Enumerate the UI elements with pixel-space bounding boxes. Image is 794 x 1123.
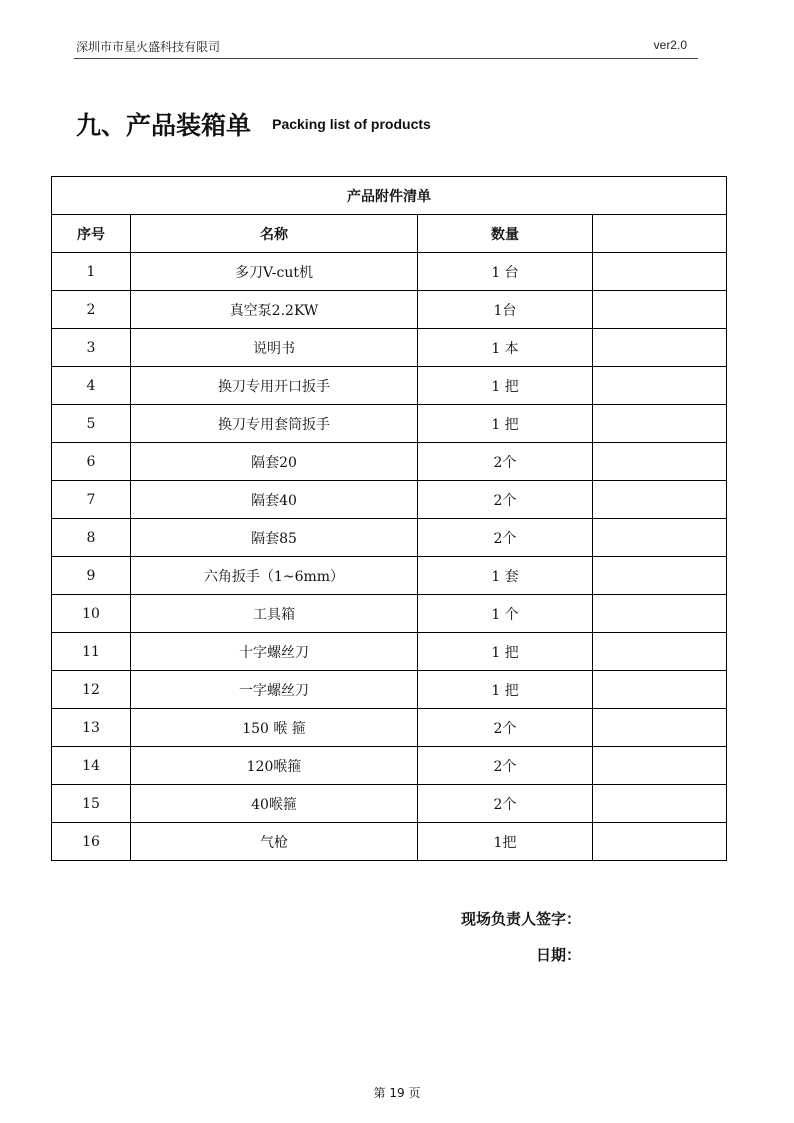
cell-name: 多刀V-cut机 (131, 253, 418, 291)
table-row (52, 405, 727, 443)
cell-quantity: 2个 (418, 709, 593, 747)
date-label: 日期： (535, 946, 581, 964)
cell-name: 换刀专用套筒扳手 (131, 405, 418, 443)
cell-extra (593, 785, 727, 823)
cell-quantity: 1台 (418, 291, 593, 329)
cell-index: 7 (52, 481, 131, 519)
table-row (52, 747, 727, 785)
cell-quantity: 2个 (418, 785, 593, 823)
table-row (52, 519, 727, 557)
cell-quantity: 2个 (418, 747, 593, 785)
table-row (52, 253, 727, 291)
cell-index: 6 (52, 443, 131, 481)
cell-quantity: 1 本 (418, 329, 593, 367)
cell-index: 16 (52, 823, 131, 861)
cell-index: 2 (52, 291, 131, 329)
table-row (52, 785, 727, 823)
cell-extra (593, 291, 727, 329)
cell-extra (593, 367, 727, 405)
cell-extra (593, 253, 727, 291)
cell-index: 14 (52, 747, 131, 785)
section-title (76, 106, 431, 142)
header-divider (74, 58, 698, 59)
table-row (52, 329, 727, 367)
table-row (52, 557, 727, 595)
cell-name: 150 喉 箍 (131, 709, 418, 747)
table-caption: 产品附件清单 (52, 177, 727, 215)
cell-quantity: 1 套 (418, 557, 593, 595)
cell-extra (593, 633, 727, 671)
table-row (52, 633, 727, 671)
company-name: 深圳市市星火盛科技有限司 (76, 40, 221, 54)
cell-quantity: 2个 (418, 443, 593, 481)
cell-index: 10 (52, 595, 131, 633)
cell-quantity: 1把 (418, 823, 593, 861)
cell-name: 工具箱 (131, 595, 418, 633)
table-header-row (52, 215, 727, 253)
cell-extra (593, 823, 727, 861)
table-row (52, 823, 727, 861)
cell-index: 12 (52, 671, 131, 709)
table-row (52, 291, 727, 329)
column-header-extra (593, 215, 727, 253)
cell-name: 说明书 (131, 329, 418, 367)
cell-quantity: 1 把 (418, 633, 593, 671)
section-title-en: Packing list of products (272, 116, 431, 132)
packing-list-table (51, 176, 727, 861)
table-row (52, 367, 727, 405)
cell-extra (593, 443, 727, 481)
cell-extra (593, 595, 727, 633)
cell-extra (593, 329, 727, 367)
page-number: 第 19 页 (373, 1086, 421, 1100)
document-version: ver2.0 (653, 38, 687, 52)
cell-index: 5 (52, 405, 131, 443)
cell-name: 气枪 (131, 823, 418, 861)
cell-extra (593, 671, 727, 709)
column-header-name: 名称 (131, 215, 418, 253)
cell-extra (593, 481, 727, 519)
cell-name: 十字螺丝刀 (131, 633, 418, 671)
table-body (52, 253, 727, 861)
cell-name: 120喉箍 (131, 747, 418, 785)
cell-name: 六角扳手（1~6mm） (131, 557, 418, 595)
cell-index: 13 (52, 709, 131, 747)
table-row (52, 443, 727, 481)
table-row (52, 671, 727, 709)
cell-quantity: 1 个 (418, 595, 593, 633)
cell-name: 隔套85 (131, 519, 418, 557)
cell-quantity: 1 把 (418, 367, 593, 405)
cell-index: 9 (52, 557, 131, 595)
table-row (52, 595, 727, 633)
cell-name: 换刀专用开口扳手 (131, 367, 418, 405)
cell-extra (593, 747, 727, 785)
cell-name: 一字螺丝刀 (131, 671, 418, 709)
signature-label: 现场负责人签字： (460, 910, 581, 928)
cell-index: 15 (52, 785, 131, 823)
cell-quantity: 2个 (418, 519, 593, 557)
cell-name: 隔套40 (131, 481, 418, 519)
cell-extra (593, 557, 727, 595)
column-header-quantity: 数量 (418, 215, 593, 253)
cell-quantity: 1 把 (418, 671, 593, 709)
cell-index: 3 (52, 329, 131, 367)
table-row (52, 481, 727, 519)
cell-index: 1 (52, 253, 131, 291)
table-row (52, 709, 727, 747)
cell-index: 4 (52, 367, 131, 405)
cell-index: 11 (52, 633, 131, 671)
cell-quantity: 1 把 (418, 405, 593, 443)
cell-quantity: 2个 (418, 481, 593, 519)
cell-extra (593, 709, 727, 747)
cell-quantity: 1 台 (418, 253, 593, 291)
cell-index: 8 (52, 519, 131, 557)
cell-name: 真空泵2.2KW (131, 291, 418, 329)
cell-extra (593, 405, 727, 443)
cell-name: 隔套20 (131, 443, 418, 481)
column-header-index: 序号 (52, 215, 131, 253)
cell-extra (593, 519, 727, 557)
section-title-cn: 九、产品装箱单 (76, 111, 252, 140)
cell-name: 40喉箍 (131, 785, 418, 823)
